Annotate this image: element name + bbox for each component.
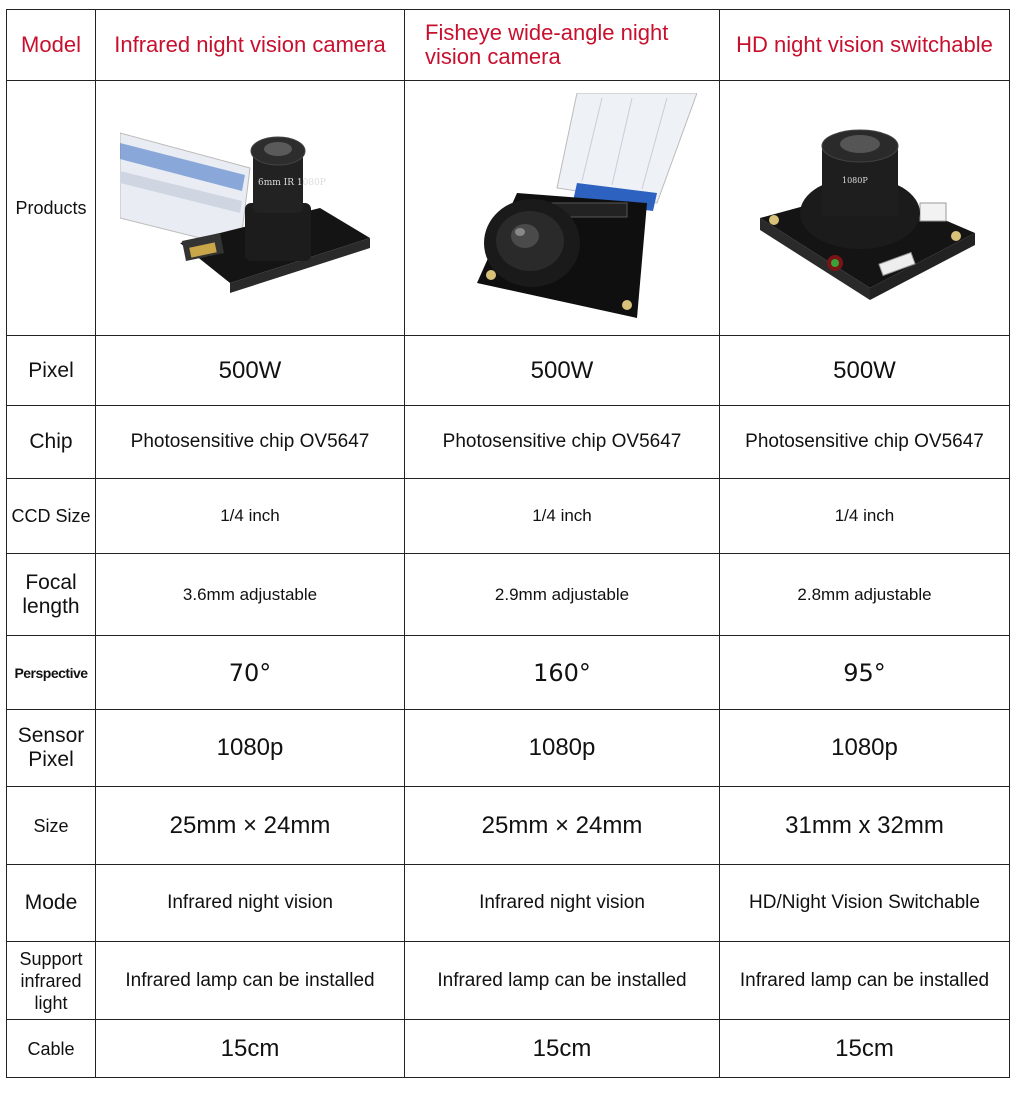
product-cell-fisheye <box>405 81 720 336</box>
lens-print-c: 1080P <box>841 176 868 185</box>
value-cable-ir: 15cm <box>96 1020 405 1078</box>
spec-row-mode <box>7 865 1010 942</box>
row-label-cable: Cable <box>7 1020 96 1078</box>
row-label-sensor-pixel: Sensor Pixel <box>7 710 96 787</box>
spec-row-cable <box>7 1020 1010 1078</box>
spec-comparison-table <box>6 9 1010 1078</box>
camera-module-fisheye-image <box>427 93 697 323</box>
value-pixel-ir: 500W <box>96 336 405 406</box>
row-label-focal-length: Focal length <box>7 554 96 636</box>
spec-row-ccd-size <box>7 479 1010 554</box>
value-chip-hd: Photosensitive chip OV5647 <box>720 406 1010 479</box>
value-infrared-fisheye: Infrared lamp can be installed <box>405 942 720 1020</box>
row-label-perspective: Perspective <box>7 636 96 710</box>
value-perspective-hd: 95° <box>720 636 1010 710</box>
value-ccd-fisheye: 1/4 inch <box>405 479 720 554</box>
value-size-ir: 25mm × 24mm <box>96 787 405 865</box>
value-mode-hd: HD/Night Vision Switchable <box>720 865 1010 942</box>
value-perspective-fisheye: 160° <box>405 636 720 710</box>
spec-row-infrared-support <box>7 942 1010 1020</box>
spec-row-pixel <box>7 336 1010 406</box>
row-label-ccd-size: CCD Size <box>7 479 96 554</box>
camera-module-ir-1080p-image <box>120 113 380 303</box>
value-size-fisheye: 25mm × 24mm <box>405 787 720 865</box>
products-label: Products <box>7 81 96 336</box>
spec-row-sensor-pixel <box>7 710 1010 787</box>
model-header: Model <box>7 10 96 81</box>
products-row <box>7 81 1010 336</box>
column-header-hd: HD night vision switchable <box>720 10 1010 81</box>
row-label-size: Size <box>7 787 96 865</box>
value-sensor-hd: 1080p <box>720 710 1010 787</box>
value-size-hd: 31mm x 32mm <box>720 787 1010 865</box>
camera-module-hd-switchable-image <box>750 108 980 308</box>
row-label-infrared-support: Support infrared light <box>7 942 96 1020</box>
value-pixel-fisheye: 500W <box>405 336 720 406</box>
lens-print-a: 6mm IR 1080P <box>258 178 326 188</box>
value-infrared-hd: Infrared lamp can be installed <box>720 942 1010 1020</box>
column-header-fisheye: Fisheye wide-angle night vision camera <box>405 10 720 81</box>
column-header-ir: Infrared night vision camera <box>96 10 405 81</box>
value-sensor-ir: 1080p <box>96 710 405 787</box>
spec-row-chip <box>7 406 1010 479</box>
value-cable-fisheye: 15cm <box>405 1020 720 1078</box>
value-ccd-ir: 1/4 inch <box>96 479 405 554</box>
row-label-chip: Chip <box>7 406 96 479</box>
value-chip-ir: Photosensitive chip OV5647 <box>96 406 405 479</box>
row-label-mode: Mode <box>7 865 96 942</box>
header-row <box>7 10 1010 81</box>
value-focal-fisheye: 2.9mm adjustable <box>405 554 720 636</box>
product-cell-hd <box>720 81 1010 336</box>
value-perspective-ir: 70° <box>96 636 405 710</box>
product-cell-ir <box>96 81 405 336</box>
value-cable-hd: 15cm <box>720 1020 1010 1078</box>
spec-row-size <box>7 787 1010 865</box>
value-focal-hd: 2.8mm adjustable <box>720 554 1010 636</box>
value-infrared-ir: Infrared lamp can be installed <box>96 942 405 1020</box>
spec-row-perspective <box>7 636 1010 710</box>
value-mode-ir: Infrared night vision <box>96 865 405 942</box>
spec-row-focal-length <box>7 554 1010 636</box>
value-ccd-hd: 1/4 inch <box>720 479 1010 554</box>
value-mode-fisheye: Infrared night vision <box>405 865 720 942</box>
value-focal-ir: 3.6mm adjustable <box>96 554 405 636</box>
value-chip-fisheye: Photosensitive chip OV5647 <box>405 406 720 479</box>
row-label-pixel: Pixel <box>7 336 96 406</box>
value-sensor-fisheye: 1080p <box>405 710 720 787</box>
value-pixel-hd: 500W <box>720 336 1010 406</box>
